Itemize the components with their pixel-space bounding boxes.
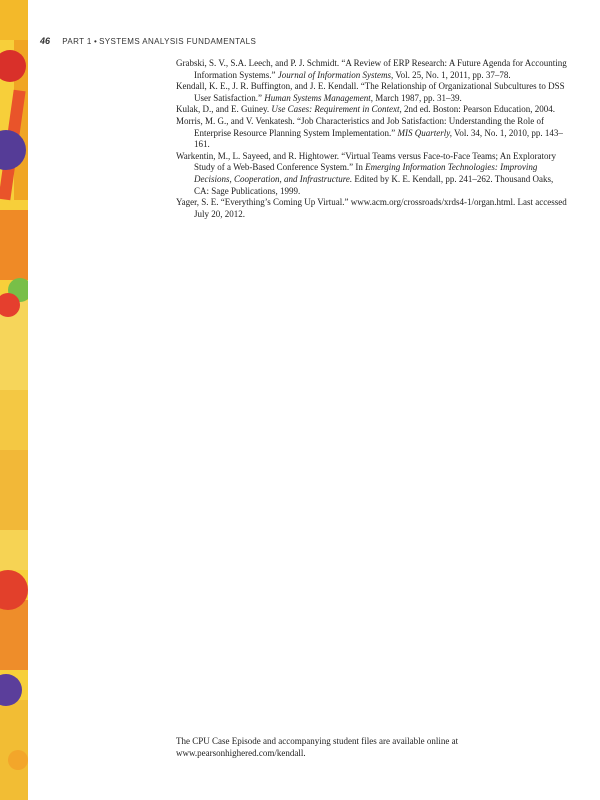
reference-entry: Kulak, D., and E. Guiney. Use Cases: Requirement in Context, 2nd ed. Boston: Pearson Education, 2004.	[176, 104, 556, 115]
decorative-side-strip	[0, 0, 28, 800]
reference-entry: Morris, M. G., and V. Venkatesh. “Job Characteristics and Job Satisfaction: Understanding the Role of Enterprise Resource Planning System Implementation.” MIS Quarterly, Vol. 34, No. 1, 2010, pp. 143–161.	[176, 115, 563, 150]
reference-entry: Kendall, K. E., J. R. Buffington, and J. E. Kendall. “The Relationship of Organizational Subcultures to DSS User Satisfaction.” Human Systems Management, March 1987, pp. 31–39.	[176, 81, 565, 103]
reference-entry: Warkentin, M., L. Sayeed, and R. Hightower. “Virtual Teams versus Face-to-Face Teams; An Exploratory Study of a Web-Based Conference System.” In Emerging Information Technologies: Improving Decisions, Cooperation, and Infrastructure. Edited by K. E. Kendall, pp. 241–262. Thousand Oaks, CA: Sage Publications, 1999.	[176, 150, 557, 196]
footer-note: The CPU Case Episode and accompanying student files are available online at www.pearsonhighered.com/kendall.	[176, 736, 459, 758]
part-title: SYSTEMS ANALYSIS FUNDAMENTALS	[99, 37, 257, 46]
page-number: 46	[40, 36, 51, 46]
reference-entry: Yager, S. E. “Everything’s Coming Up Virtual.” www.acm.org/crossroads/xrds4-1/organ.html. Last accessed July 20, 2012.	[176, 197, 567, 219]
header-separator: •	[94, 37, 97, 46]
reference-list	[176, 58, 568, 220]
reference-entry: Grabski, S. V., S.A. Leech, and P. J. Schmidt. “A Review of ERP Research: A Future Agenda for Accounting Information Systems.” Journal of Information Systems, Vol. 25, No. 1, 2011, pp. 37–78.	[176, 58, 567, 80]
part-label: PART 1	[62, 37, 92, 46]
running-header	[40, 36, 256, 46]
